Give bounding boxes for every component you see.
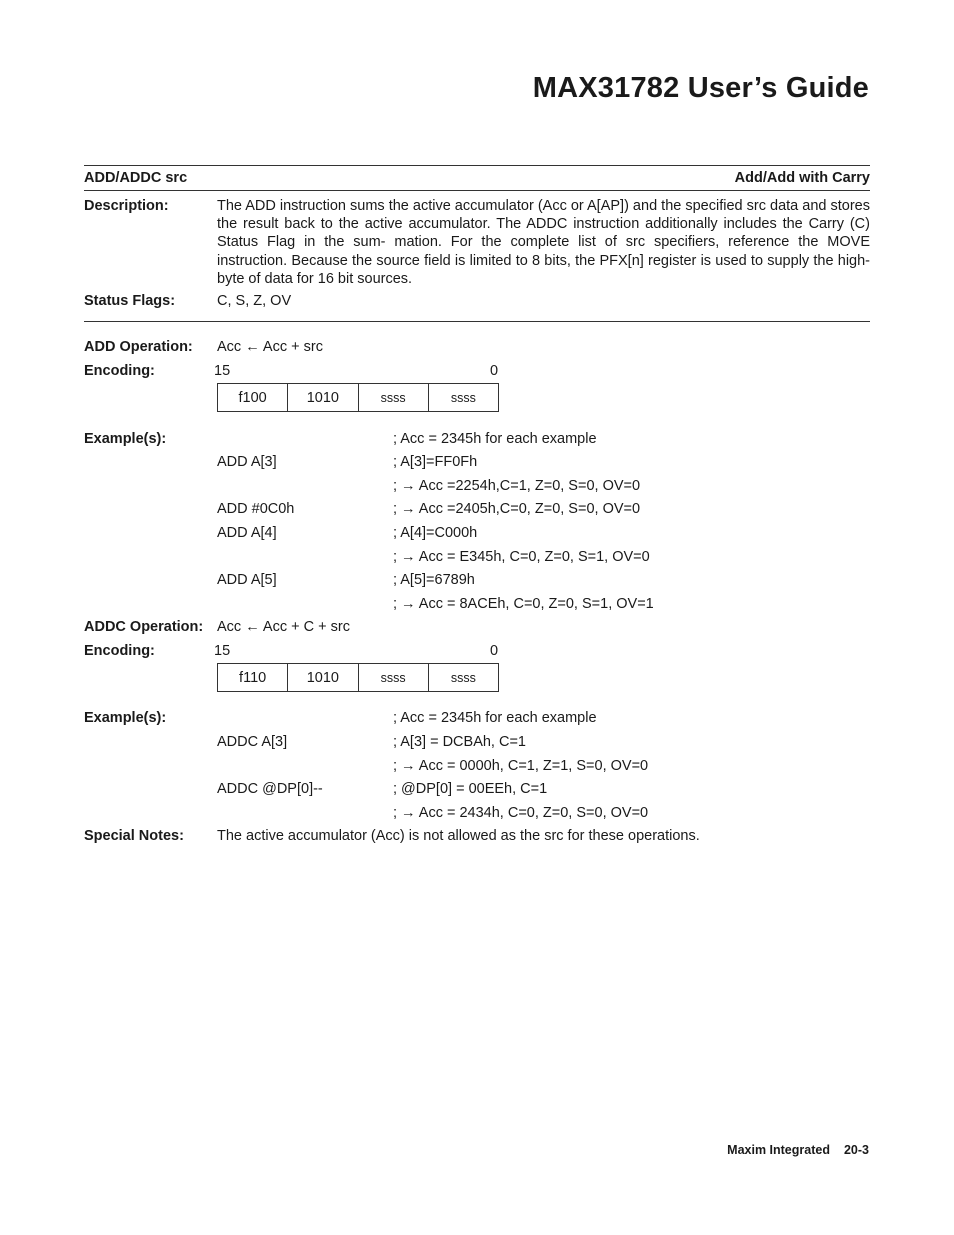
instruction-mnemonic: ADD/ADDC src [84,170,188,186]
add-encoding-field: 1010 [288,384,358,411]
add-example-comment: ; → Acc = 8ACEh, C=0, Z=0, S=1, OV=1 [393,596,654,612]
description-text: The ADD instruction sums the active accumulator (Acc or A[AP]) and the specified src data and stores the result back to the active accumulator. The ADDC instruction additionally includes the Carry (C) Status Flag in the sum- mation. For the complete list of src specifiers, reference the MOVE instruction. Because the source field is limited to 8 bits, the PFX[n] register is used to supply the high-byte of data for 16 bit sources. [217,198,870,287]
section-divider-rule [84,321,870,322]
addc-example-comment: ; @DP[0] = 00EEh, C=1 [393,781,548,797]
addc-encoding-field: ssss [359,664,429,691]
instruction-name: Add/Add with Carry [734,170,870,186]
add-encoding-label: Encoding: [84,363,155,379]
special-notes-text: The active accumulator (Acc) is not allowed as the src for these operations. [217,828,700,844]
addc-bit-high: 15 [214,643,231,659]
page-footer [727,1143,869,1157]
status-flags-label: Status Flags: [84,293,176,309]
footer-company: Maxim Integrated [727,1143,830,1157]
page-title: MAX31782 User’s Guide [532,72,869,104]
add-example-instr: ADD A[3] [217,454,277,470]
section-header-rule [84,190,870,191]
add-encoding-field: f100 [218,384,288,411]
add-encoding-field: ssss [450,390,476,405]
addc-bit-low: 0 [490,643,499,659]
addc-encoding-field: ssss [450,670,476,685]
addc-example-comment: ; A[3] = DCBAh, C=1 [393,734,526,750]
addc-examples-label: Example(s): [84,710,167,726]
add-examples-label: Example(s): [84,431,167,447]
add-example-instr: ADD A[5] [217,572,277,588]
add-bit-low: 0 [490,363,499,379]
addc-example-comment: ; → Acc = 0000h, C=1, Z=1, S=0, OV=0 [393,758,649,774]
add-encoding-box [217,383,499,412]
add-example-comment: ; → Acc = E345h, C=0, Z=0, S=1, OV=0 [393,549,650,565]
add-operation-label: ADD Operation: [84,339,193,355]
addc-example-comment: ; → Acc = 2434h, C=0, Z=0, S=0, OV=0 [393,805,649,821]
addc-encoding-label: Encoding: [84,643,155,659]
description-label: Description: [84,198,169,214]
add-example-comment: ; A[5]=6789h [393,572,475,588]
add-example-comment: ; → Acc =2405h,C=0, Z=0, S=0, OV=0 [393,501,641,517]
addc-examples-header-comment: ; Acc = 2345h for each example [393,710,597,726]
add-example-instr: ADD #0C0h [217,501,295,517]
special-notes-label: Special Notes: [84,828,184,844]
add-example-comment: ; → Acc =2254h,C=1, Z=0, S=0, OV=0 [393,478,641,494]
add-example-comment: ; A[4]=C000h [393,525,478,541]
addc-example-instr: ADDC @DP[0]-- [217,781,323,797]
status-flags-value: C, S, Z, OV [217,293,292,309]
add-bit-high: 15 [214,363,231,379]
addc-encoding-field: 1010 [288,664,358,691]
add-encoding-field: ssss [359,384,429,411]
add-example-instr: ADD A[4] [217,525,277,541]
addc-operation-label: ADDC Operation: [84,619,204,635]
addc-encoding-field: f110 [218,664,288,691]
footer-page-number: 20-3 [843,1143,869,1157]
addc-encoding-box [217,663,499,692]
add-operation: Acc ← Acc + src [217,339,323,355]
add-examples-header-comment: ; Acc = 2345h for each example [393,431,597,447]
add-example-comment: ; A[3]=FF0Fh [393,454,478,470]
section-top-rule [84,165,870,166]
addc-example-instr: ADDC A[3] [217,734,288,750]
addc-operation: Acc ← Acc + C + src [217,619,350,635]
